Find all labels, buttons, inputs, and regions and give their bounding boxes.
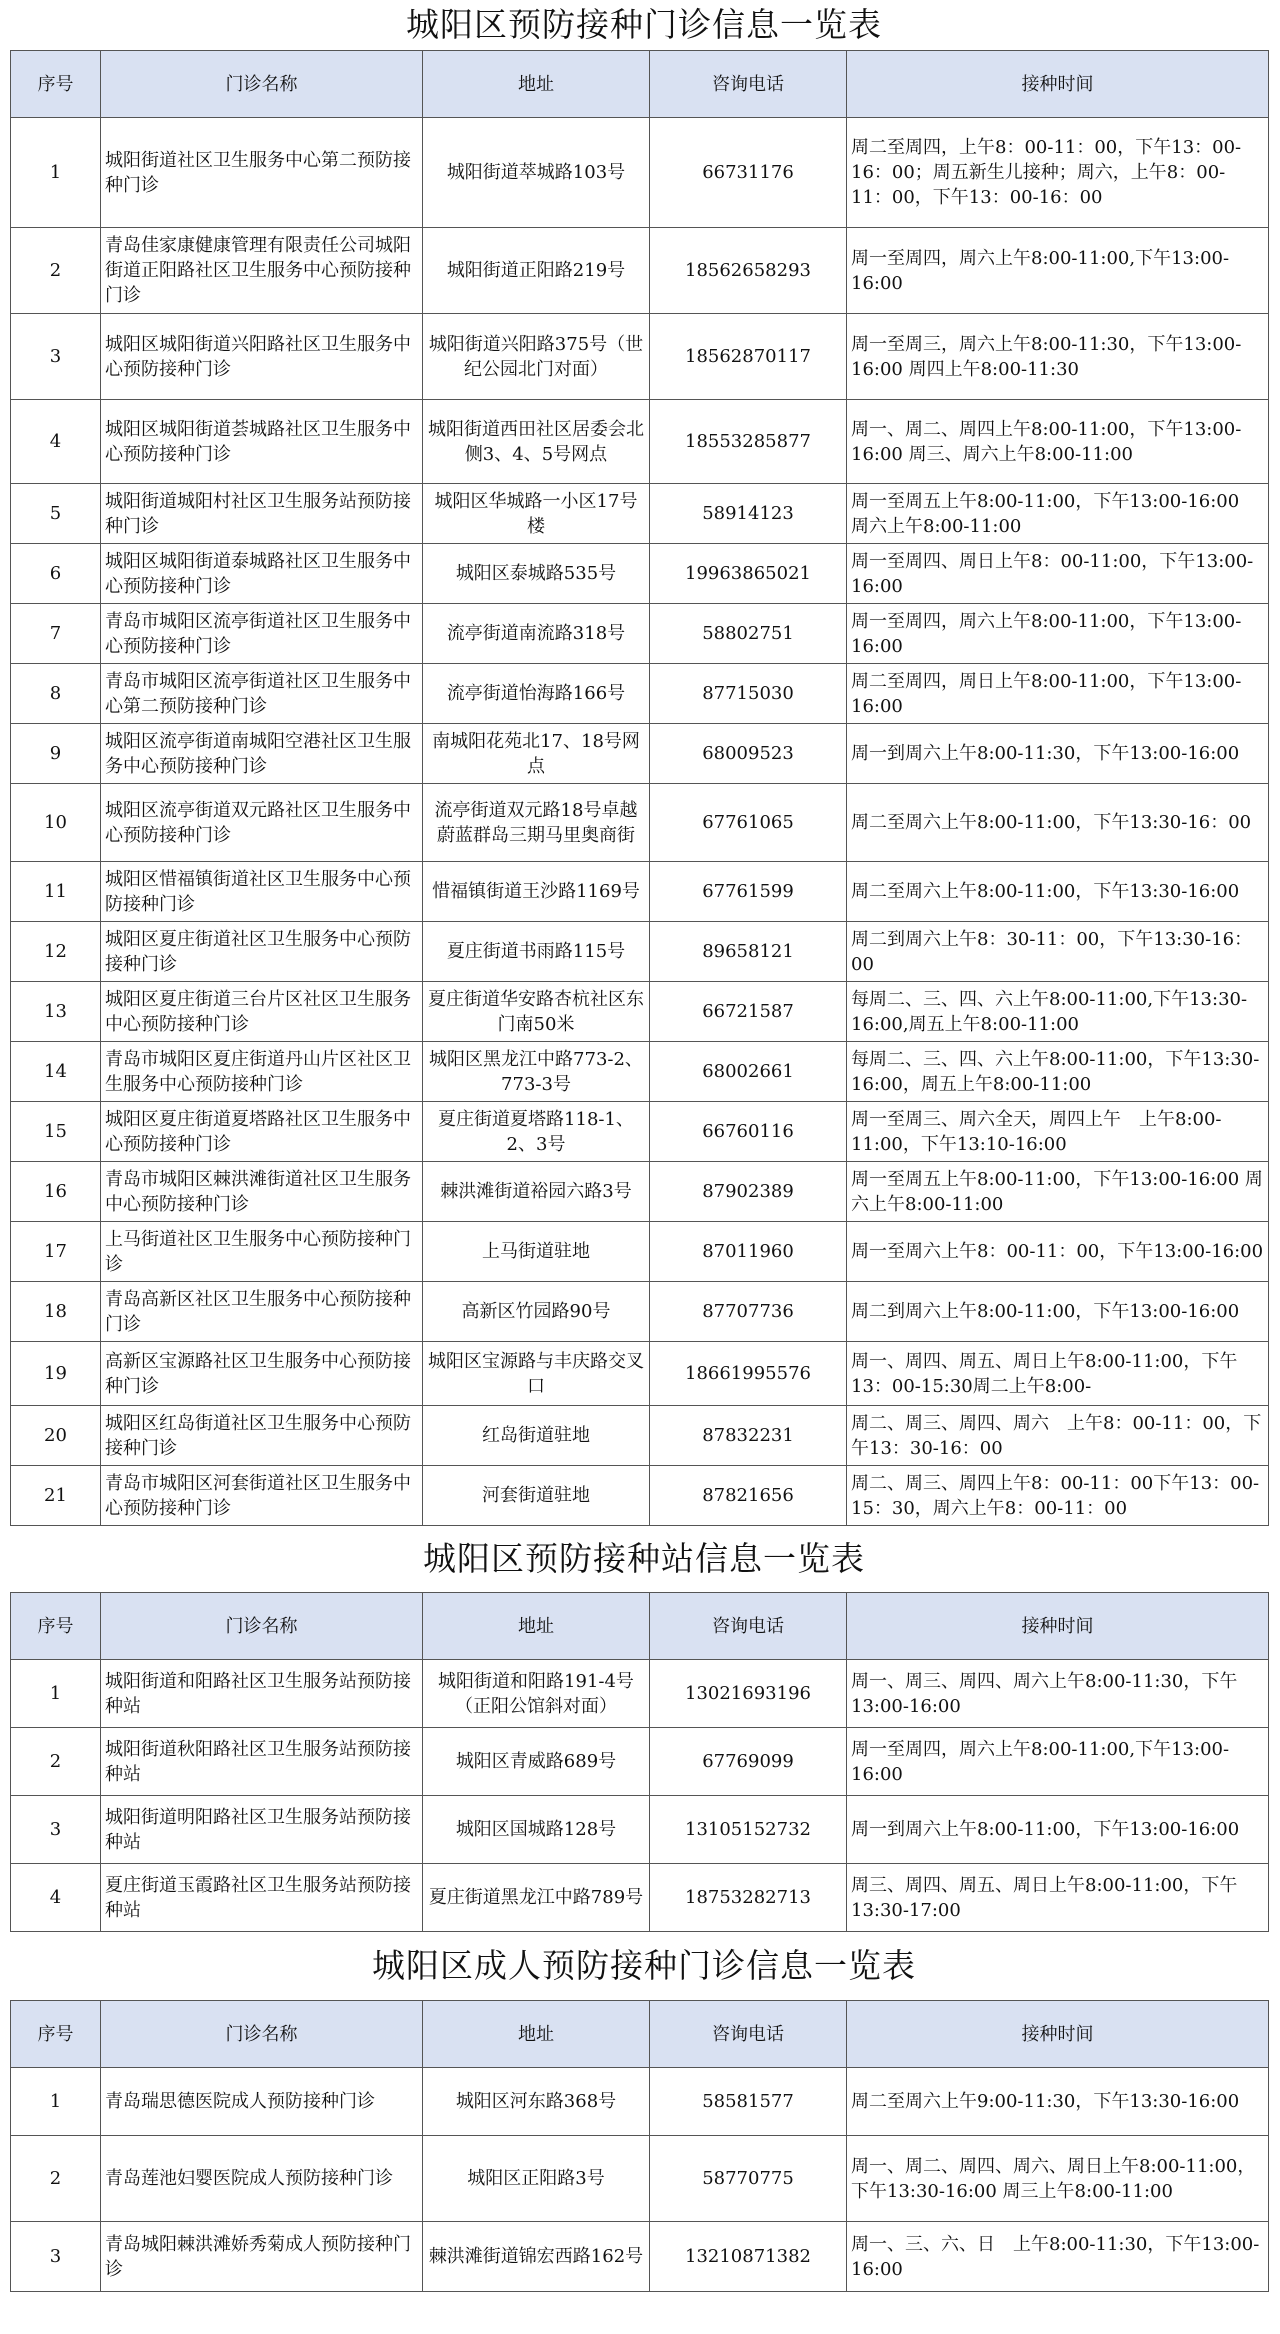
cell-address: 城阳区泰城路535号 bbox=[423, 544, 650, 604]
header-phone: 咨询电话 bbox=[650, 1593, 847, 1660]
cell-no: 3 bbox=[11, 314, 101, 400]
cell-phone: 87832231 bbox=[650, 1406, 847, 1466]
table-row bbox=[11, 1342, 1269, 1406]
cell-no: 1 bbox=[11, 1660, 101, 1728]
cell-time: 周一至周三、周六全天，周四上午 上午8:00-11:00，下午13:10-16:00 bbox=[847, 1102, 1269, 1162]
cell-address: 城阳区河东路368号 bbox=[423, 2068, 650, 2136]
cell-time: 周二至周六上午9:00-11:30，下午13:30-16:00 bbox=[847, 2068, 1269, 2136]
cell-phone: 66731176 bbox=[650, 118, 847, 228]
header-no: 序号 bbox=[11, 1593, 101, 1660]
cell-no: 2 bbox=[11, 2136, 101, 2222]
cell-phone: 18562870117 bbox=[650, 314, 847, 400]
table-row bbox=[11, 1282, 1269, 1342]
header-name: 门诊名称 bbox=[101, 1593, 423, 1660]
header-address: 地址 bbox=[423, 1593, 650, 1660]
cell-time: 周一至周四，周六上午8:00-11:00,下午13:00-16:00 bbox=[847, 1728, 1269, 1796]
cell-clinic-name: 城阳区红岛街道社区卫生服务中心预防接种门诊 bbox=[101, 1406, 423, 1466]
cell-address: 城阳街道西田社区居委会北侧3、4、5号网点 bbox=[423, 400, 650, 484]
cell-no: 6 bbox=[11, 544, 101, 604]
cell-time: 周二至周四，上午8：00-11：00，下午13：00-16：00；周五新生儿接种；周六，上午8：00-11：00，下午13：00-16：00 bbox=[847, 118, 1269, 228]
cell-time: 周二至周六上午8:00-11:00，下午13:30-16:00 bbox=[847, 862, 1269, 922]
cell-phone: 87707736 bbox=[650, 1282, 847, 1342]
cell-address: 夏庄街道夏塔路118-1、2、3号 bbox=[423, 1102, 650, 1162]
cell-clinic-name: 上马街道社区卫生服务中心预防接种门诊 bbox=[101, 1222, 423, 1282]
cell-phone: 18562658293 bbox=[650, 228, 847, 314]
section2-title: 城阳区预防接种站信息一览表 bbox=[423, 1539, 865, 1578]
header-time: 接种时间 bbox=[847, 1593, 1269, 1660]
cell-address: 夏庄街道黑龙江中路789号 bbox=[423, 1864, 650, 1932]
cell-time: 周二、周三、周四上午8：00-11：00下午13：00-15：30，周六上午8：00-11：00 bbox=[847, 1466, 1269, 1526]
cell-clinic-name: 城阳街道秋阳路社区卫生服务站预防接种站 bbox=[101, 1728, 423, 1796]
cell-time: 周一至周五上午8:00-11:00，下午13:00-16:00 周六上午8:00-11:00 bbox=[847, 484, 1269, 544]
section3-title: 城阳区成人预防接种门诊信息一览表 bbox=[372, 1946, 916, 1985]
cell-address: 红岛街道驻地 bbox=[423, 1406, 650, 1466]
cell-no: 15 bbox=[11, 1102, 101, 1162]
cell-phone: 19963865021 bbox=[650, 544, 847, 604]
section1-body bbox=[11, 118, 1269, 1526]
section3-table bbox=[10, 2000, 1269, 2292]
cell-time: 周一、周二、周四上午8:00-11:00，下午13:00-16:00 周三、周六上午8:00-11:00 bbox=[847, 400, 1269, 484]
cell-phone: 18753282713 bbox=[650, 1864, 847, 1932]
cell-time: 周二至周六上午8:00-11:00，下午13:30-16：00 bbox=[847, 784, 1269, 862]
cell-time: 周一到周六上午8:00-11:00，下午13:00-16:00 bbox=[847, 1796, 1269, 1864]
table-row bbox=[11, 1660, 1269, 1728]
cell-phone: 58581577 bbox=[650, 2068, 847, 2136]
table-row bbox=[11, 922, 1269, 982]
cell-no: 7 bbox=[11, 604, 101, 664]
table-row bbox=[11, 1102, 1269, 1162]
cell-address: 城阳区青威路689号 bbox=[423, 1728, 650, 1796]
cell-time: 每周二、三、四、六上午8:00-11:00，下午13:30-16:00，周五上午8:00-11:00 bbox=[847, 1042, 1269, 1102]
cell-time: 周一至周四，周六上午8:00-11:00，下午13:00-16:00 bbox=[847, 604, 1269, 664]
table-row bbox=[11, 862, 1269, 922]
cell-no: 1 bbox=[11, 2068, 101, 2136]
cell-time: 周一至周四、周日上午8：00-11:00，下午13:00-16:00 bbox=[847, 544, 1269, 604]
cell-no: 3 bbox=[11, 1796, 101, 1864]
section2-table bbox=[10, 1592, 1269, 1932]
cell-clinic-name: 城阳区城阳街道兴阳路社区卫生服务中心预防接种门诊 bbox=[101, 314, 423, 400]
header-phone: 咨询电话 bbox=[650, 51, 847, 118]
cell-clinic-name: 城阳区夏庄街道夏塔路社区卫生服务中心预防接种门诊 bbox=[101, 1102, 423, 1162]
cell-clinic-name: 城阳区夏庄街道社区卫生服务中心预防接种门诊 bbox=[101, 922, 423, 982]
cell-no: 1 bbox=[11, 118, 101, 228]
table-row bbox=[11, 982, 1269, 1042]
table-row bbox=[11, 664, 1269, 724]
header-address: 地址 bbox=[423, 51, 650, 118]
cell-phone: 68002661 bbox=[650, 1042, 847, 1102]
cell-no: 10 bbox=[11, 784, 101, 862]
cell-no: 13 bbox=[11, 982, 101, 1042]
cell-no: 8 bbox=[11, 664, 101, 724]
cell-clinic-name: 城阳街道明阳路社区卫生服务站预防接种站 bbox=[101, 1796, 423, 1864]
cell-clinic-name: 城阳街道城阳村社区卫生服务站预防接种门诊 bbox=[101, 484, 423, 544]
cell-no: 2 bbox=[11, 228, 101, 314]
table-row bbox=[11, 1796, 1269, 1864]
header-row bbox=[11, 51, 1269, 118]
cell-clinic-name: 青岛城阳棘洪滩娇秀菊成人预防接种门诊 bbox=[101, 2222, 423, 2292]
cell-address: 流亭街道双元路18号卓越蔚蓝群岛三期马里奥商街 bbox=[423, 784, 650, 862]
cell-time: 周一至周三，周六上午8:00-11:30，下午13:00-16:00 周四上午8:00-11:30 bbox=[847, 314, 1269, 400]
table-row bbox=[11, 2068, 1269, 2136]
header-row bbox=[11, 2001, 1269, 2068]
header-no: 序号 bbox=[11, 51, 101, 118]
cell-clinic-name: 城阳街道社区卫生服务中心第二预防接种门诊 bbox=[101, 118, 423, 228]
cell-address: 夏庄街道书雨路115号 bbox=[423, 922, 650, 982]
cell-clinic-name: 青岛莲池妇婴医院成人预防接种门诊 bbox=[101, 2136, 423, 2222]
cell-time: 周一到周六上午8:00-11:30，下午13:00-16:00 bbox=[847, 724, 1269, 784]
cell-time: 周三、周四、周五、周日上午8:00-11:00，下午13:30-17:00 bbox=[847, 1864, 1269, 1932]
cell-phone: 66721587 bbox=[650, 982, 847, 1042]
table-row bbox=[11, 314, 1269, 400]
cell-time: 周二到周六上午8：30-11：00，下午13:30-16：00 bbox=[847, 922, 1269, 982]
vaccination-sheet bbox=[10, 0, 1278, 2292]
cell-clinic-name: 青岛佳家康健康管理有限责任公司城阳街道正阳路社区卫生服务中心预防接种门诊 bbox=[101, 228, 423, 314]
cell-time: 周一、三、六、日 上午8:00-11:30，下午13:00-16:00 bbox=[847, 2222, 1269, 2292]
table-row bbox=[11, 118, 1269, 228]
cell-clinic-name: 城阳区流亭街道双元路社区卫生服务中心预防接种门诊 bbox=[101, 784, 423, 862]
header-name: 门诊名称 bbox=[101, 2001, 423, 2068]
cell-phone: 58914123 bbox=[650, 484, 847, 544]
cell-address: 城阳区宝源路与丰庆路交叉口 bbox=[423, 1342, 650, 1406]
cell-no: 5 bbox=[11, 484, 101, 544]
cell-address: 城阳区正阳路3号 bbox=[423, 2136, 650, 2222]
table-row bbox=[11, 400, 1269, 484]
cell-clinic-name: 城阳区夏庄街道三台片区社区卫生服务中心预防接种门诊 bbox=[101, 982, 423, 1042]
cell-time: 周二至周四，周日上午8:00-11:00，下午13:00-16:00 bbox=[847, 664, 1269, 724]
cell-phone: 13021693196 bbox=[650, 1660, 847, 1728]
section3-body bbox=[11, 2068, 1269, 2292]
cell-time: 周一至周四，周六上午8:00-11:00,下午13:00-16:00 bbox=[847, 228, 1269, 314]
cell-phone: 87715030 bbox=[650, 664, 847, 724]
cell-clinic-name: 青岛高新区社区卫生服务中心预防接种门诊 bbox=[101, 1282, 423, 1342]
cell-clinic-name: 青岛市城阳区流亭街道社区卫生服务中心第二预防接种门诊 bbox=[101, 664, 423, 724]
table-row bbox=[11, 1042, 1269, 1102]
cell-clinic-name: 夏庄街道玉霞路社区卫生服务站预防接种站 bbox=[101, 1864, 423, 1932]
section2-body bbox=[11, 1660, 1269, 1932]
cell-address: 流亭街道怡海路166号 bbox=[423, 664, 650, 724]
cell-address: 南城阳花苑北17、18号网点 bbox=[423, 724, 650, 784]
cell-address: 棘洪滩街道裕园六路3号 bbox=[423, 1162, 650, 1222]
cell-address: 夏庄街道华安路杏杭社区东门南50米 bbox=[423, 982, 650, 1042]
cell-time: 周一、周四、周五、周日上午8:00-11:00，下午13：00-15:30周二上午8:00- bbox=[847, 1342, 1269, 1406]
cell-clinic-name: 青岛市城阳区夏庄街道丹山片区社区卫生服务中心预防接种门诊 bbox=[101, 1042, 423, 1102]
cell-no: 4 bbox=[11, 400, 101, 484]
cell-phone: 58770775 bbox=[650, 2136, 847, 2222]
cell-phone: 87902389 bbox=[650, 1162, 847, 1222]
cell-no: 3 bbox=[11, 2222, 101, 2292]
table-row bbox=[11, 1466, 1269, 1526]
cell-time: 周一至周五上午8:00-11:00，下午13:00-16:00 周六上午8:00-11:00 bbox=[847, 1162, 1269, 1222]
cell-address: 城阳区华城路一小区17号楼 bbox=[423, 484, 650, 544]
cell-address: 河套街道驻地 bbox=[423, 1466, 650, 1526]
header-name: 门诊名称 bbox=[101, 51, 423, 118]
table-row bbox=[11, 2222, 1269, 2292]
table-row bbox=[11, 1728, 1269, 1796]
cell-phone: 18661995576 bbox=[650, 1342, 847, 1406]
cell-phone: 66760116 bbox=[650, 1102, 847, 1162]
cell-address: 城阳街道和阳路191-4号（正阳公馆斜对面） bbox=[423, 1660, 650, 1728]
cell-phone: 13210871382 bbox=[650, 2222, 847, 2292]
cell-time: 周一至周六上午8：00-11：00，下午13:00-16:00 bbox=[847, 1222, 1269, 1282]
header-time: 接种时间 bbox=[847, 2001, 1269, 2068]
cell-phone: 67761599 bbox=[650, 862, 847, 922]
table-row bbox=[11, 1222, 1269, 1282]
cell-address: 流亭街道南流路318号 bbox=[423, 604, 650, 664]
cell-time: 周二到周六上午8:00-11:00，下午13:00-16:00 bbox=[847, 1282, 1269, 1342]
cell-clinic-name: 城阳区城阳街道荟城路社区卫生服务中心预防接种门诊 bbox=[101, 400, 423, 484]
cell-address: 上马街道驻地 bbox=[423, 1222, 650, 1282]
cell-address: 城阳区黑龙江中路773-2、773-3号 bbox=[423, 1042, 650, 1102]
cell-address: 城阳街道正阳路219号 bbox=[423, 228, 650, 314]
table-row bbox=[11, 724, 1269, 784]
cell-no: 17 bbox=[11, 1222, 101, 1282]
cell-time: 每周二、三、四、六上午8:00-11:00,下午13:30-16:00,周五上午8:00-11:00 bbox=[847, 982, 1269, 1042]
cell-clinic-name: 城阳区惜福镇街道社区卫生服务中心预防接种门诊 bbox=[101, 862, 423, 922]
header-phone: 咨询电话 bbox=[650, 2001, 847, 2068]
cell-clinic-name: 青岛瑞思德医院成人预防接种门诊 bbox=[101, 2068, 423, 2136]
table-row bbox=[11, 784, 1269, 862]
cell-phone: 67761065 bbox=[650, 784, 847, 862]
cell-clinic-name: 青岛市城阳区河套街道社区卫生服务中心预防接种门诊 bbox=[101, 1466, 423, 1526]
cell-address: 城阳街道兴阳路375号（世纪公园北门对面） bbox=[423, 314, 650, 400]
cell-clinic-name: 城阳区城阳街道泰城路社区卫生服务中心预防接种门诊 bbox=[101, 544, 423, 604]
cell-phone: 87011960 bbox=[650, 1222, 847, 1282]
cell-time: 周一、周三、周四、周六上午8:00-11:30，下午13:00-16:00 bbox=[847, 1660, 1269, 1728]
cell-phone: 13105152732 bbox=[650, 1796, 847, 1864]
cell-phone: 68009523 bbox=[650, 724, 847, 784]
cell-no: 4 bbox=[11, 1864, 101, 1932]
cell-time: 周一、周二、周四、周六、周日上午8:00-11:00，下午13:30-16:00 周三上午8:00-11:00 bbox=[847, 2136, 1269, 2222]
cell-clinic-name: 高新区宝源路社区卫生服务中心预防接种门诊 bbox=[101, 1342, 423, 1406]
cell-address: 城阳街道萃城路103号 bbox=[423, 118, 650, 228]
header-no: 序号 bbox=[11, 2001, 101, 2068]
header-address: 地址 bbox=[423, 2001, 650, 2068]
cell-address: 高新区竹园路90号 bbox=[423, 1282, 650, 1342]
table-row bbox=[11, 1162, 1269, 1222]
cell-no: 9 bbox=[11, 724, 101, 784]
table-row bbox=[11, 484, 1269, 544]
cell-address: 棘洪滩街道锦宏西路162号 bbox=[423, 2222, 650, 2292]
cell-address: 城阳区国城路128号 bbox=[423, 1796, 650, 1864]
cell-phone: 58802751 bbox=[650, 604, 847, 664]
cell-time: 周二、周三、周四、周六 上午8：00-11：00，下午13：30-16：00 bbox=[847, 1406, 1269, 1466]
cell-no: 14 bbox=[11, 1042, 101, 1102]
table-row bbox=[11, 1864, 1269, 1932]
cell-phone: 67769099 bbox=[650, 1728, 847, 1796]
cell-no: 12 bbox=[11, 922, 101, 982]
cell-phone: 18553285877 bbox=[650, 400, 847, 484]
cell-clinic-name: 青岛市城阳区流亭街道社区卫生服务中心预防接种门诊 bbox=[101, 604, 423, 664]
cell-no: 19 bbox=[11, 1342, 101, 1406]
cell-no: 20 bbox=[11, 1406, 101, 1466]
cell-no: 11 bbox=[11, 862, 101, 922]
table-row bbox=[11, 544, 1269, 604]
cell-clinic-name: 城阳街道和阳路社区卫生服务站预防接种站 bbox=[101, 1660, 423, 1728]
cell-clinic-name: 青岛市城阳区棘洪滩街道社区卫生服务中心预防接种门诊 bbox=[101, 1162, 423, 1222]
section1-table bbox=[10, 50, 1269, 1526]
cell-clinic-name: 城阳区流亭街道南城阳空港社区卫生服务中心预防接种门诊 bbox=[101, 724, 423, 784]
cell-no: 21 bbox=[11, 1466, 101, 1526]
cell-phone: 89658121 bbox=[650, 922, 847, 982]
header-row bbox=[11, 1593, 1269, 1660]
cell-address: 惜福镇街道王沙路1169号 bbox=[423, 862, 650, 922]
cell-no: 18 bbox=[11, 1282, 101, 1342]
table-row bbox=[11, 1406, 1269, 1466]
header-time: 接种时间 bbox=[847, 51, 1269, 118]
cell-no: 2 bbox=[11, 1728, 101, 1796]
table-row bbox=[11, 2136, 1269, 2222]
section1-title: 城阳区预防接种门诊信息一览表 bbox=[406, 5, 882, 44]
cell-phone: 87821656 bbox=[650, 1466, 847, 1526]
table-row bbox=[11, 604, 1269, 664]
cell-no: 16 bbox=[11, 1162, 101, 1222]
table-row bbox=[11, 228, 1269, 314]
